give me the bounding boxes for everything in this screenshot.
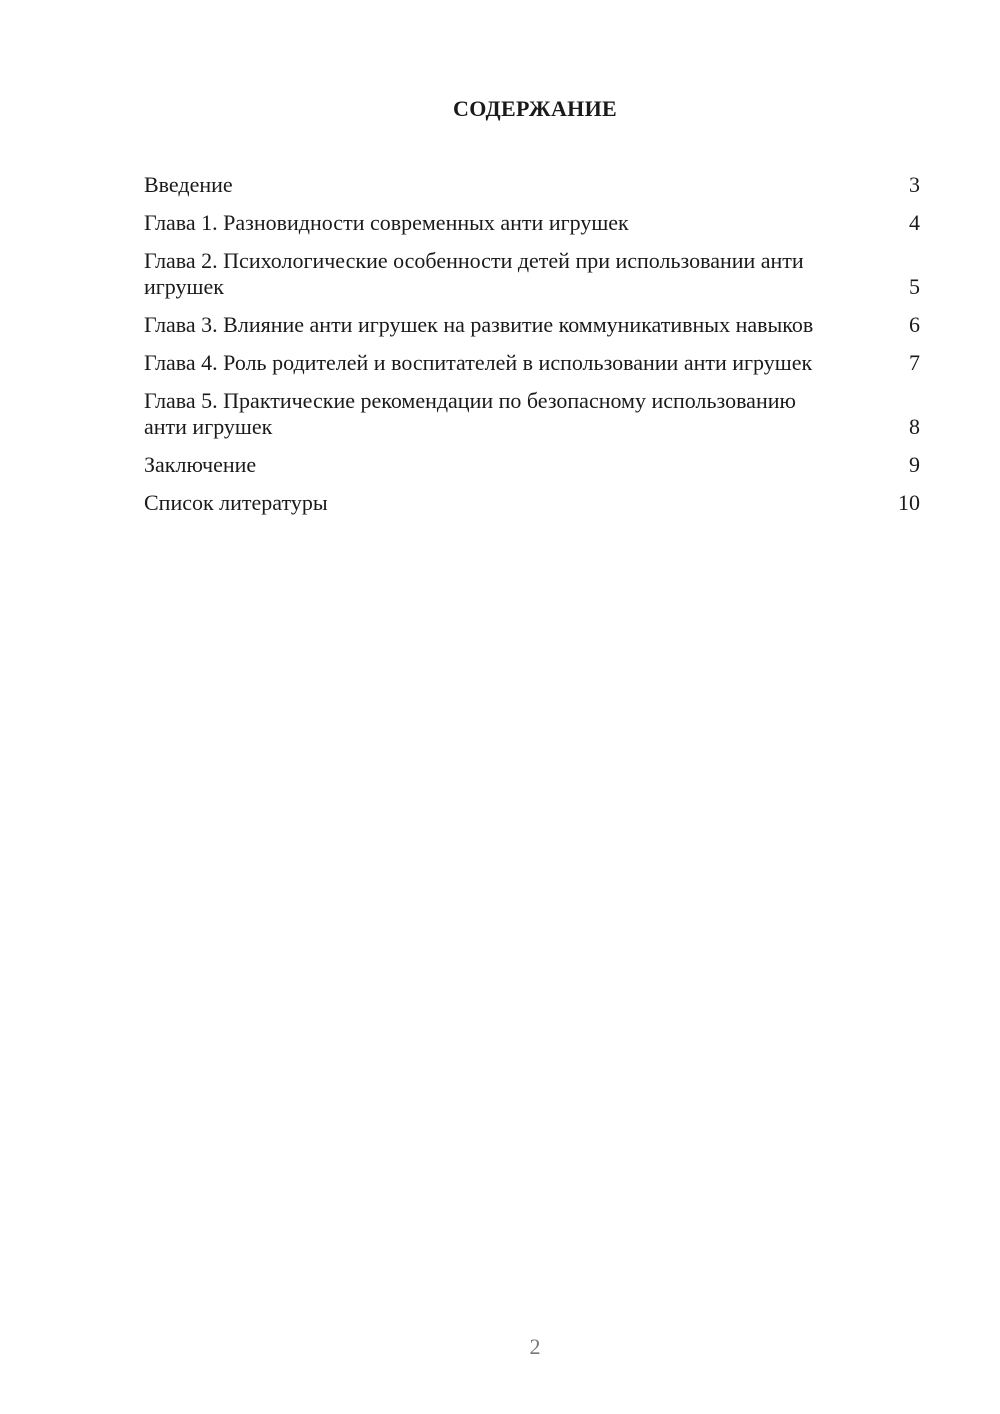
toc-entry-page: 5 <box>909 274 920 299</box>
toc-entry-text: Список литературы <box>144 490 328 515</box>
toc-entry[interactable] <box>144 172 920 198</box>
toc-entry-page: 8 <box>909 414 920 439</box>
toc-entry-page: 6 <box>909 312 920 337</box>
toc-entry-text: Глава 4. Роль родителей и воспитателей в использовании анти игрушек <box>144 350 813 375</box>
toc-entry[interactable] <box>144 388 920 440</box>
toc-entry-text: Глава 5. Практические рекомендации по безопасному использованию анти игрушек <box>144 388 796 439</box>
toc-entry-page: 10 <box>898 490 920 515</box>
toc-entry-text: Введение <box>144 172 233 197</box>
toc-entry[interactable] <box>144 452 920 478</box>
toc-entry-text: Заключение <box>144 452 257 477</box>
toc-entry[interactable] <box>144 248 920 300</box>
toc-entry[interactable] <box>144 490 920 516</box>
toc-entry[interactable] <box>144 312 920 338</box>
toc-entry-page: 3 <box>909 172 920 197</box>
toc-title: СОДЕРЖАНИЕ <box>453 96 617 121</box>
toc-entry-text: Глава 1. Разновидности современных анти игрушек <box>144 210 629 235</box>
toc-entry-page: 9 <box>909 452 920 477</box>
toc-entry-page: 4 <box>909 210 920 235</box>
toc-entry-page: 7 <box>909 350 920 375</box>
toc-entry[interactable] <box>144 210 920 236</box>
toc-entry-text: Глава 2. Психологические особенности детей при использовании анти игрушек <box>144 248 804 299</box>
toc-entry[interactable] <box>144 350 920 376</box>
toc-entry-text: Глава 3. Влияние анти игрушек на развитие коммуникативных навыков <box>144 312 814 337</box>
page-number: 2 <box>529 1334 541 1359</box>
toc-list <box>144 172 920 528</box>
